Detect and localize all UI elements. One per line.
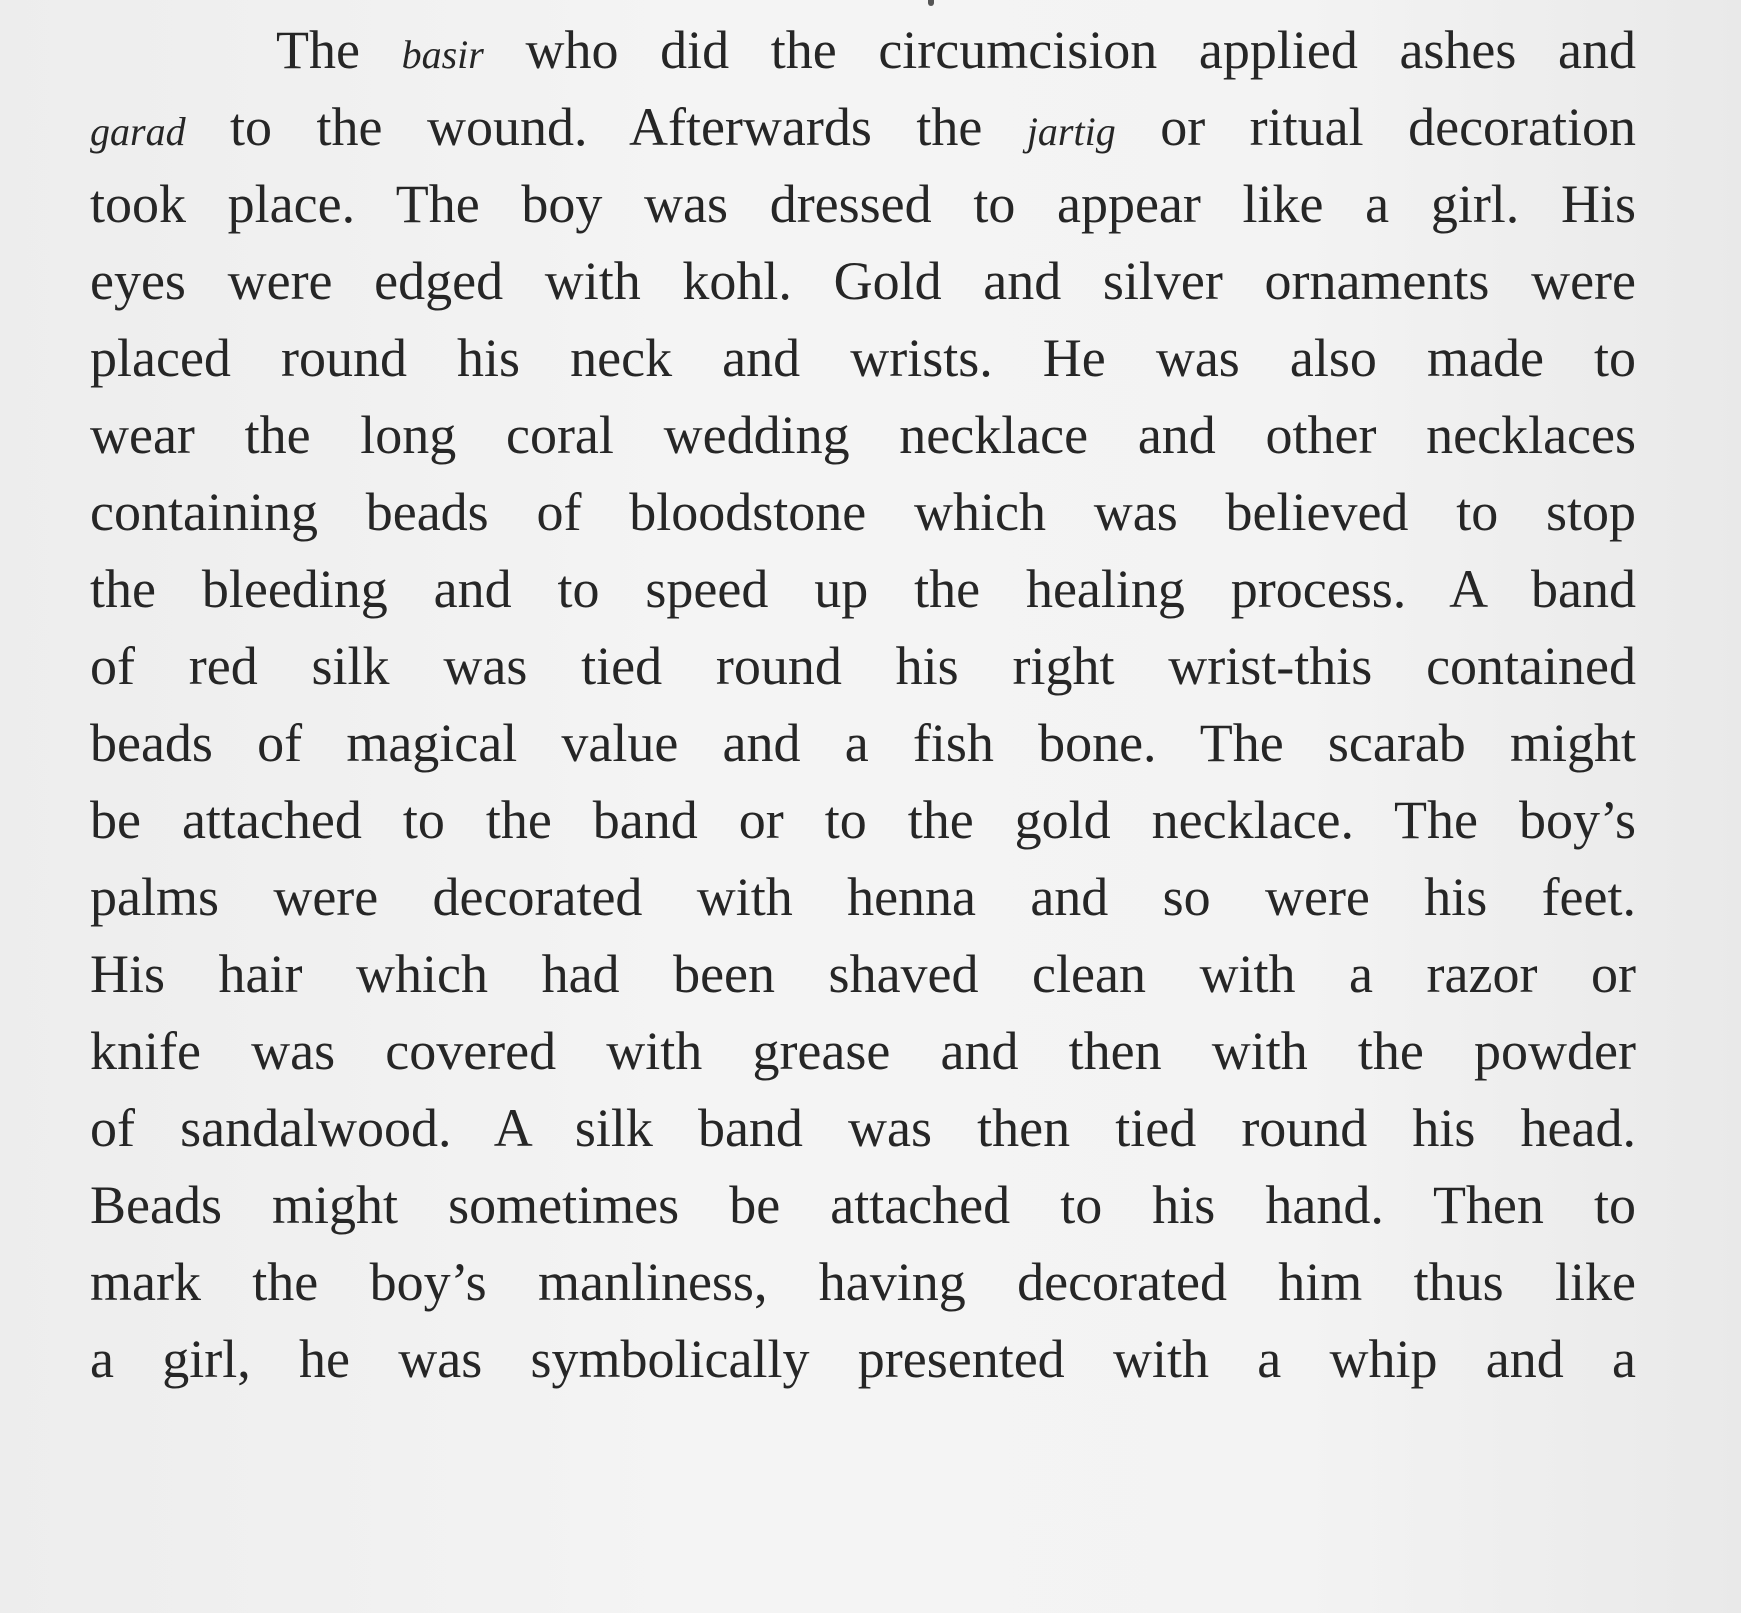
page-top-mark	[928, 0, 934, 6]
text-line-12: palms were decorated with henna and so were his feet.	[90, 867, 1636, 927]
text-line-16: Beads might sometimes be attached to his hand. Then to	[90, 1175, 1636, 1235]
text-line-1: The basir who did the circumcision applied ashes and	[276, 20, 1636, 80]
text-line-11: be attached to the band or to the gold necklace. The boy’s	[90, 790, 1636, 850]
italic-term-garad: garad	[90, 109, 186, 154]
text-line-5: placed round his neck and wrists. He was also made to	[90, 328, 1636, 388]
text-line-15: of sandalwood. A silk band was then tied round his head.	[90, 1098, 1636, 1158]
text-line-4: eyes were edged with kohl. Gold and silver ornaments were	[90, 251, 1636, 311]
text-line-2: garad to the wound. Afterwards the jartig or ritual decoration	[90, 97, 1636, 157]
text-line-7: containing beads of bloodstone which was believed to stop	[90, 482, 1636, 542]
italic-term-jartig: jartig	[1026, 109, 1116, 154]
text-line-10: beads of magical value and a fish bone. The scarab might	[90, 713, 1636, 773]
text-line-8: the bleeding and to speed up the healing process. A band	[90, 559, 1636, 619]
italic-term-basir: basir	[401, 32, 484, 77]
text-line-14: knife was covered with grease and then with the powder	[90, 1021, 1636, 1081]
text-line-13: His hair which had been shaved clean with a razor or	[90, 944, 1636, 1004]
text-line-6: wear the long coral wedding necklace and other necklaces	[90, 405, 1636, 465]
text-line-18: a girl, he was symbolically presented with a whip and a	[90, 1329, 1636, 1389]
text-line-3: took place. The boy was dressed to appear like a girl. His	[90, 174, 1636, 234]
text-line-17: mark the boy’s manliness, having decorated him thus like	[90, 1252, 1636, 1312]
text-line-9: of red silk was tied round his right wrist-this contained	[90, 636, 1636, 696]
